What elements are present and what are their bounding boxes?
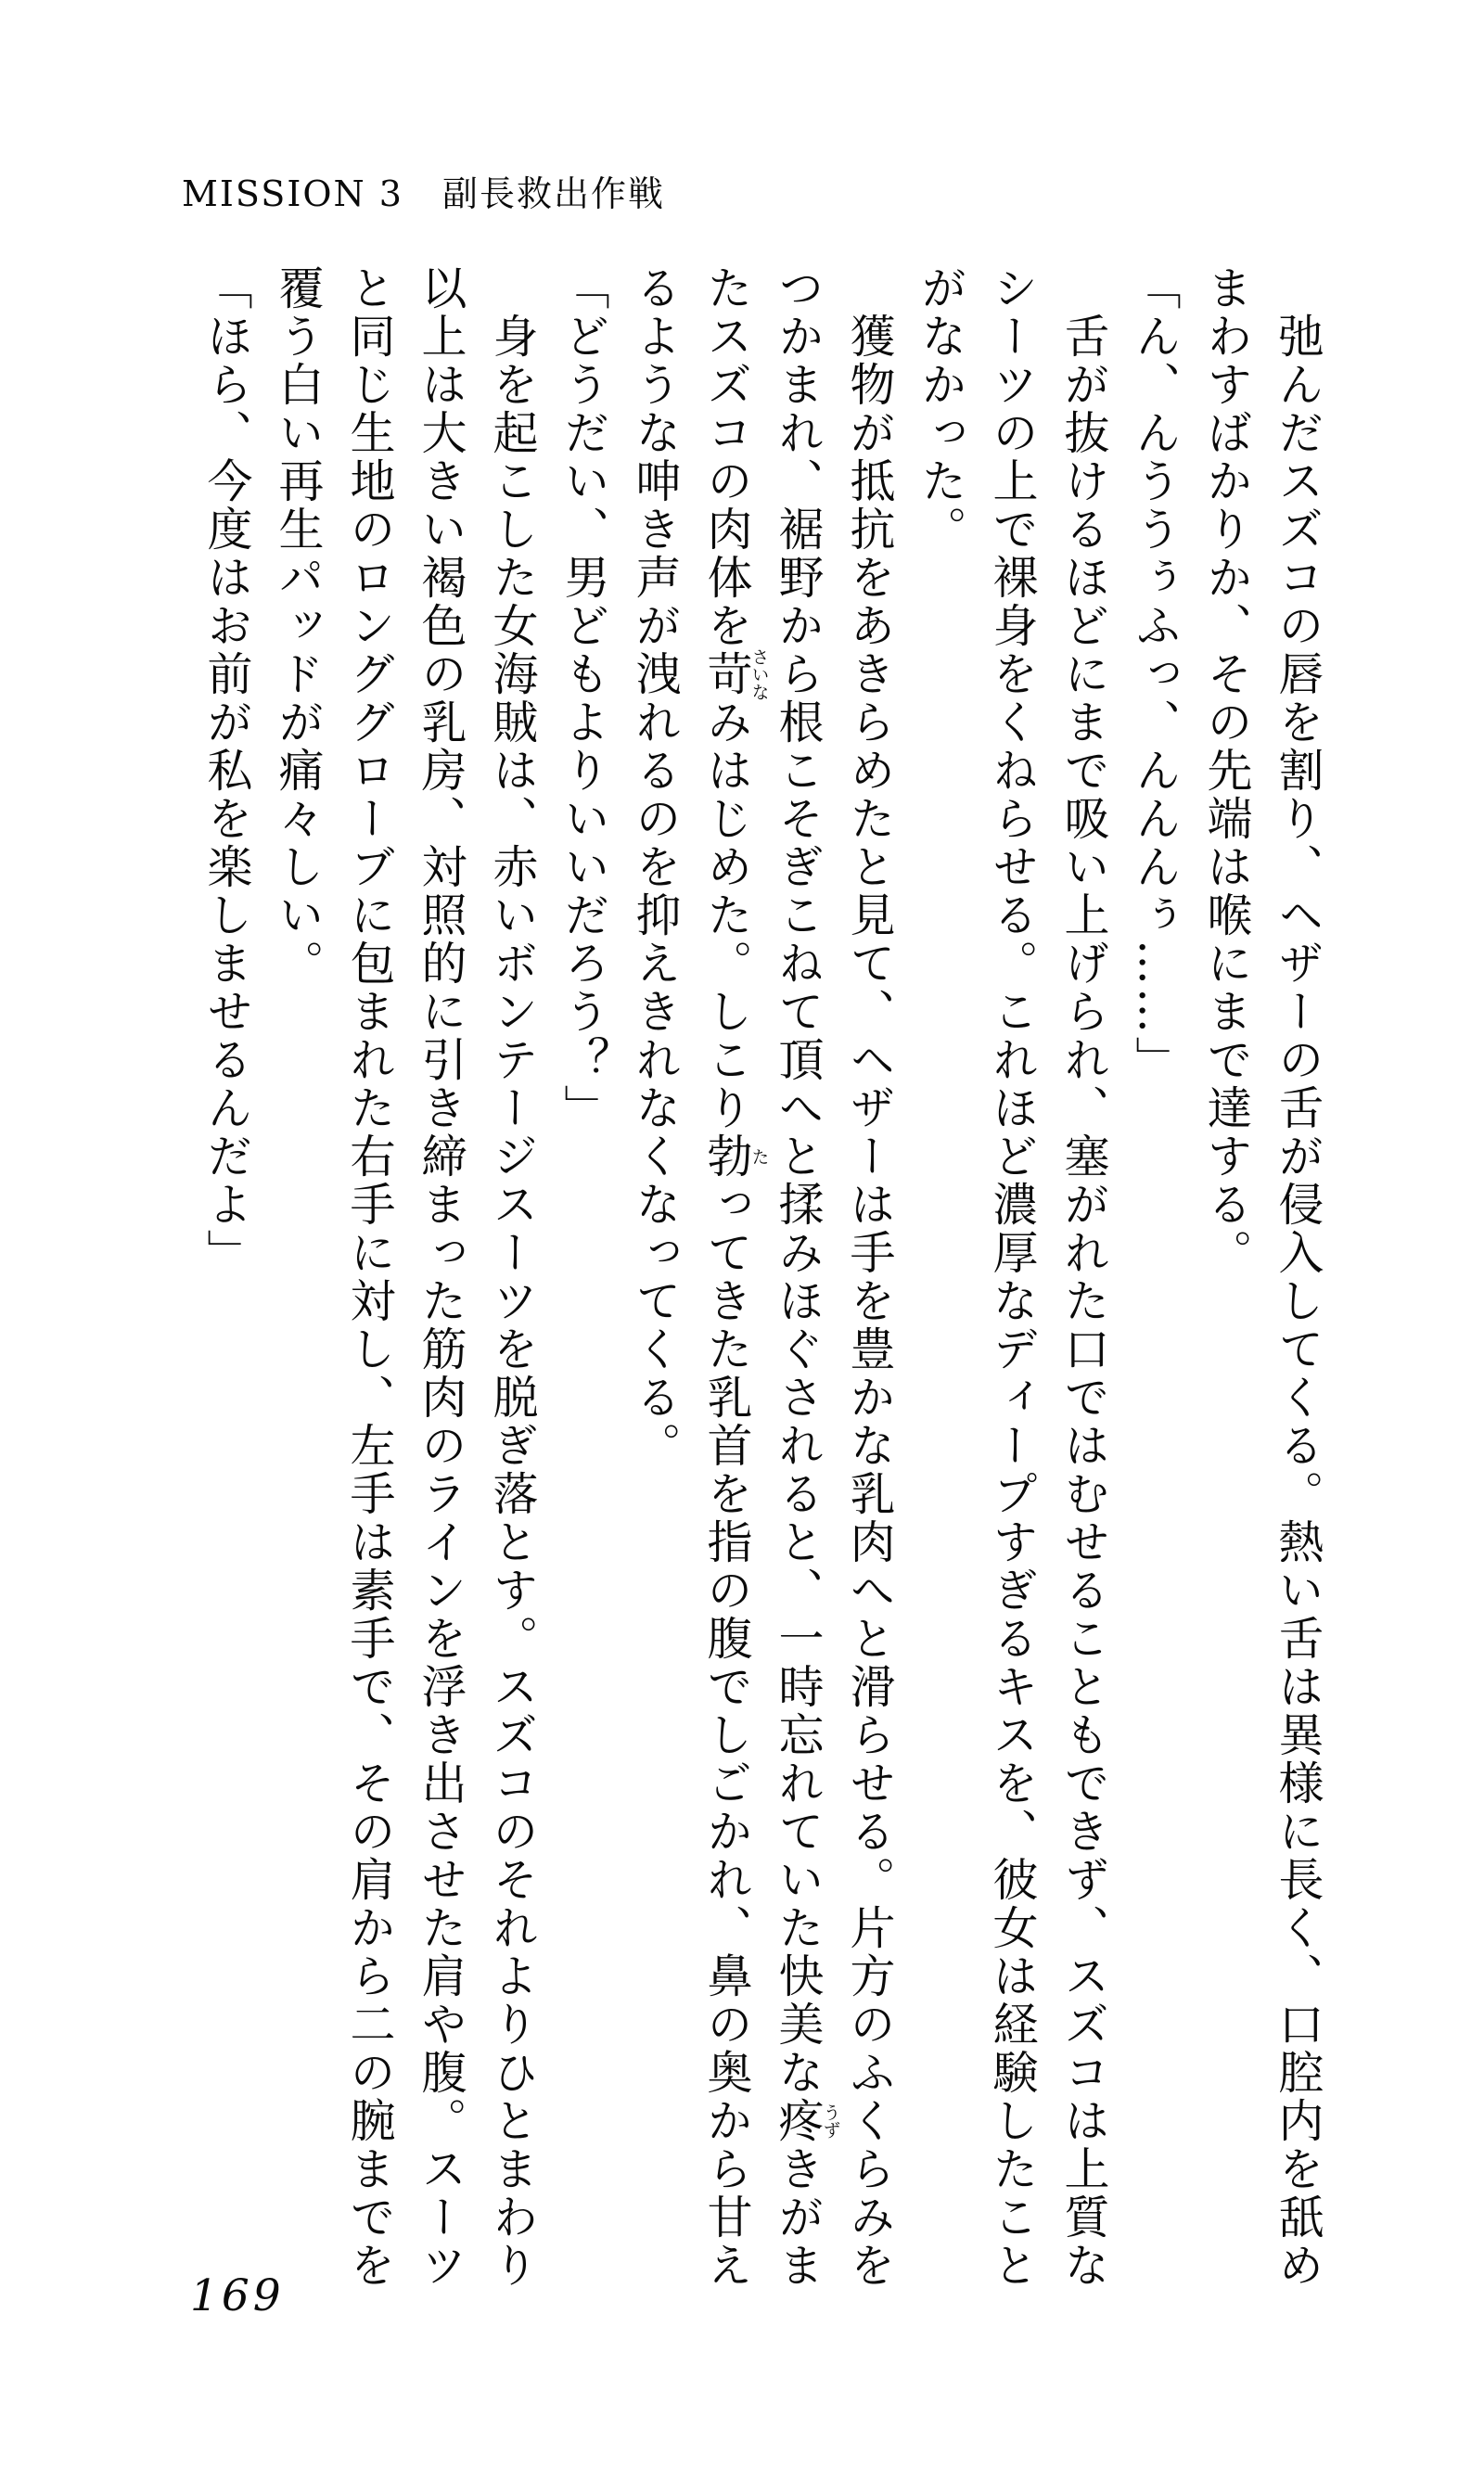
ruby-annotated-kanji: 疼うず [772,2097,841,2145]
page-number: 169 [190,2270,285,2321]
chapter-title: 副長救出作戦 [442,173,666,214]
ruby-annotated-kanji: 勃た [700,1132,770,1181]
paragraph: 「どうだい、男どもよりいいだろう？」 [557,264,610,1132]
body-text-block [191,264,1334,2295]
paragraph: 獲物が抵抗をあきらめたと見て、ヘザーは手を豊かな乳肉へと滑らせる。片方のふくらみをつかまれ、裾野から根こそぎこねて頂へと揉みほぐされると、一時忘れていた快美な疼うずきがまたスズコの肉体を苛さいなみはじめた。しこり勃たってきた乳首を指の腹でしごかれ、鼻の奥から甘えるような呻き声が洩れるのを抑えきれなくなってくる。 [629,264,896,2290]
paragraph: 「ん、んううぅふっ、んんんぅ……」 [1129,264,1182,1084]
paragraph: 「ほら、今度はお前が私を楽しませるんだよ」 [200,264,253,1277]
paragraph: 身を起こした女海賊は、赤いボンテージスーツを脱ぎ落とす。スズコのそれよりひとまわり以上は大きい褐色の乳房、対照的に引き締まった筋肉のラインを浮き出させた肩や腹。スーツと同じ生地のロンググローブに包まれた右手に対し、左手は素手で、その肩から二の腕までを覆う白い再生パッドが痛々しい。 [272,264,539,2290]
ruby-annotated-kanji: 苛さいな [700,647,770,701]
chapter-header [182,165,665,216]
paragraph: 舌が抜けるほどにまで吸い上げられ、塞がれた口ではむせることもできず、スズコは上質なシーツの上で裸身をくねらせる。これほど濃厚なディープすぎるキスを、彼女は経験したことがなかった。 [915,264,1110,2290]
chapter-series-label: MISSION 3 [182,173,403,214]
paragraph: 弛んだスズコの唇を割り、ヘザーの舌が侵入してくる。熱い舌は異様に長く、口腔内を舐めまわすばかりか、その先端は喉にまで達する。 [1200,264,1324,2290]
